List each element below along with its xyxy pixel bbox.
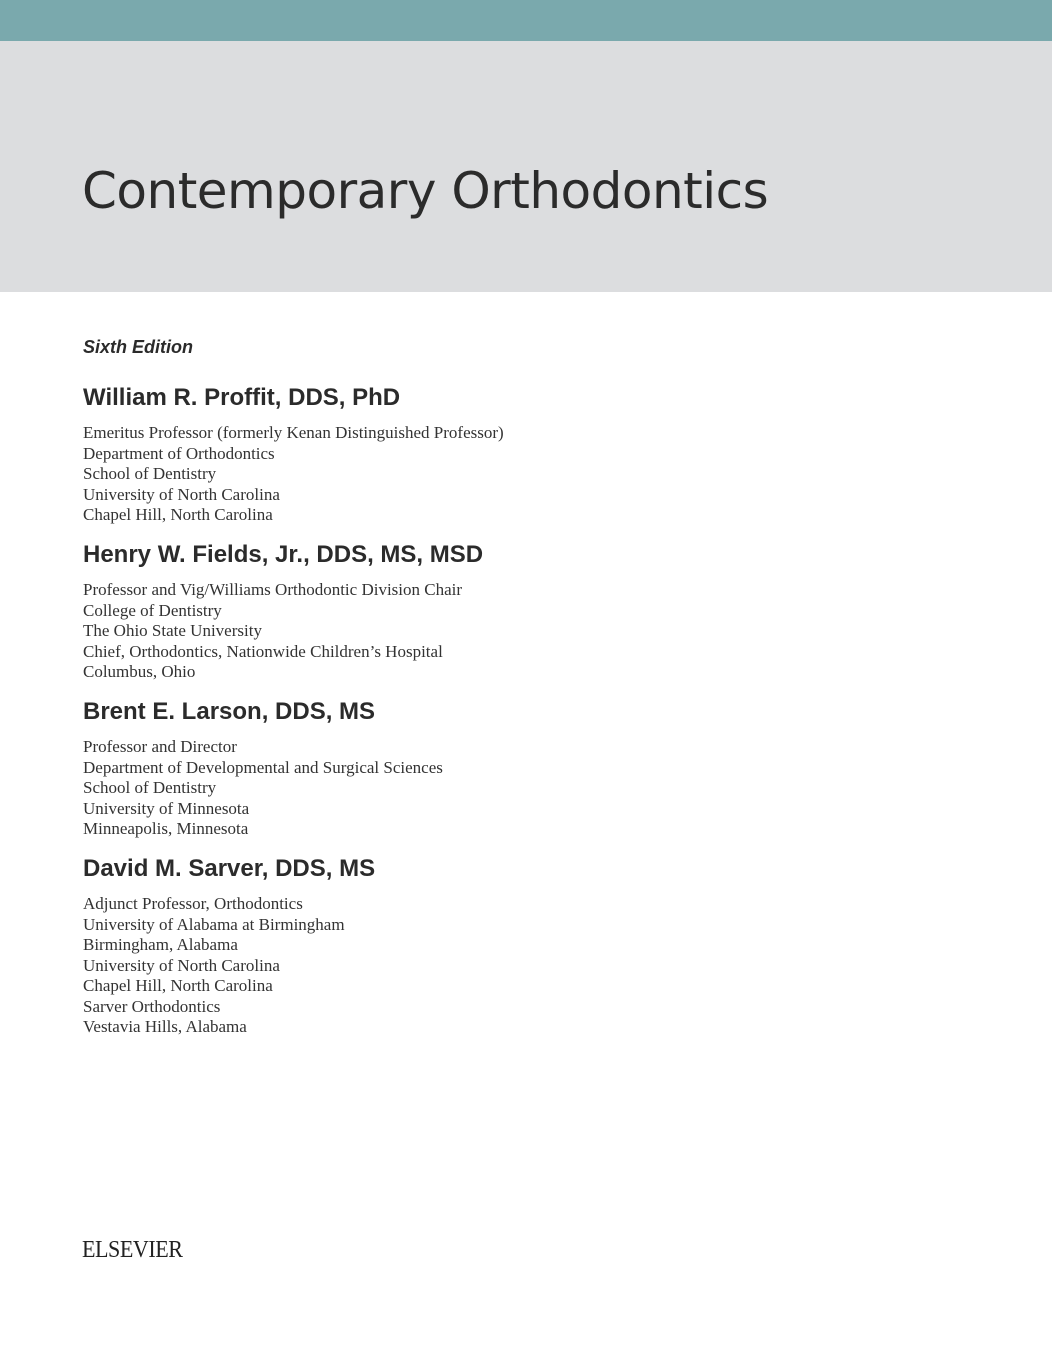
affiliation-line: Emeritus Professor (formerly Kenan Distinguished Professor) (83, 423, 504, 442)
affiliation-line: Professor and Director (83, 736, 237, 756)
affiliation-line: Columbus, Ohio (83, 662, 196, 682)
author-name: Henry W. Fields, Jr., DDS, MS, MSD (83, 540, 484, 568)
affiliation-line: Chief, Orthodontics, Nationwide Children’s Hospital (83, 641, 443, 661)
affiliation-line: University of Alabama at Birmingham (83, 914, 345, 934)
affiliation-list (83, 737, 983, 840)
top-color-band (0, 0, 1052, 41)
author-block (83, 539, 983, 683)
affiliation-line: University of North Carolina (83, 955, 280, 975)
affiliation-line: Sarver Orthodontics (83, 996, 221, 1016)
author-block (83, 853, 983, 1038)
affiliation-line: Minneapolis, Minnesota (83, 819, 249, 839)
affiliation-list (83, 894, 983, 1038)
book-title: Contemporary Orthodontics (82, 162, 769, 220)
author-block (83, 382, 983, 526)
affiliation-line: Department of Developmental and Surgical Sciences (83, 757, 443, 777)
affiliation-line: Professor and Vig/Williams Orthodontic Division Chair (83, 579, 463, 599)
author-block (83, 696, 983, 840)
affiliation-line: University of Minnesota (83, 798, 250, 818)
affiliation-line: Vestavia Hills, Alabama (83, 1017, 247, 1037)
title-page-content (83, 334, 983, 1051)
affiliation-line: Department of Orthodontics (83, 443, 275, 463)
author-name: William R. Proffit, DDS, PhD (83, 384, 401, 411)
author-name: Brent E. Larson, DDS, MS (83, 697, 376, 725)
author-name: David M. Sarver, DDS, MS (83, 854, 376, 882)
publisher-logo: ELSEVIER (82, 1237, 183, 1263)
affiliation-list (83, 580, 983, 683)
affiliation-line: Birmingham, Alabama (83, 935, 238, 955)
affiliation-list (83, 423, 983, 526)
affiliation-line: The Ohio State University (83, 621, 262, 641)
affiliation-line: Chapel Hill, North Carolina (83, 505, 273, 525)
affiliation-line: School of Dentistry (83, 778, 217, 798)
affiliation-line: Adjunct Professor, Orthodontics (83, 893, 303, 913)
affiliation-line: College of Dentistry (83, 600, 222, 620)
affiliation-line: School of Dentistry (83, 464, 217, 484)
affiliation-line: Chapel Hill, North Carolina (83, 976, 273, 996)
affiliation-line: University of North Carolina (83, 484, 280, 504)
edition-label: Sixth Edition (83, 337, 193, 357)
